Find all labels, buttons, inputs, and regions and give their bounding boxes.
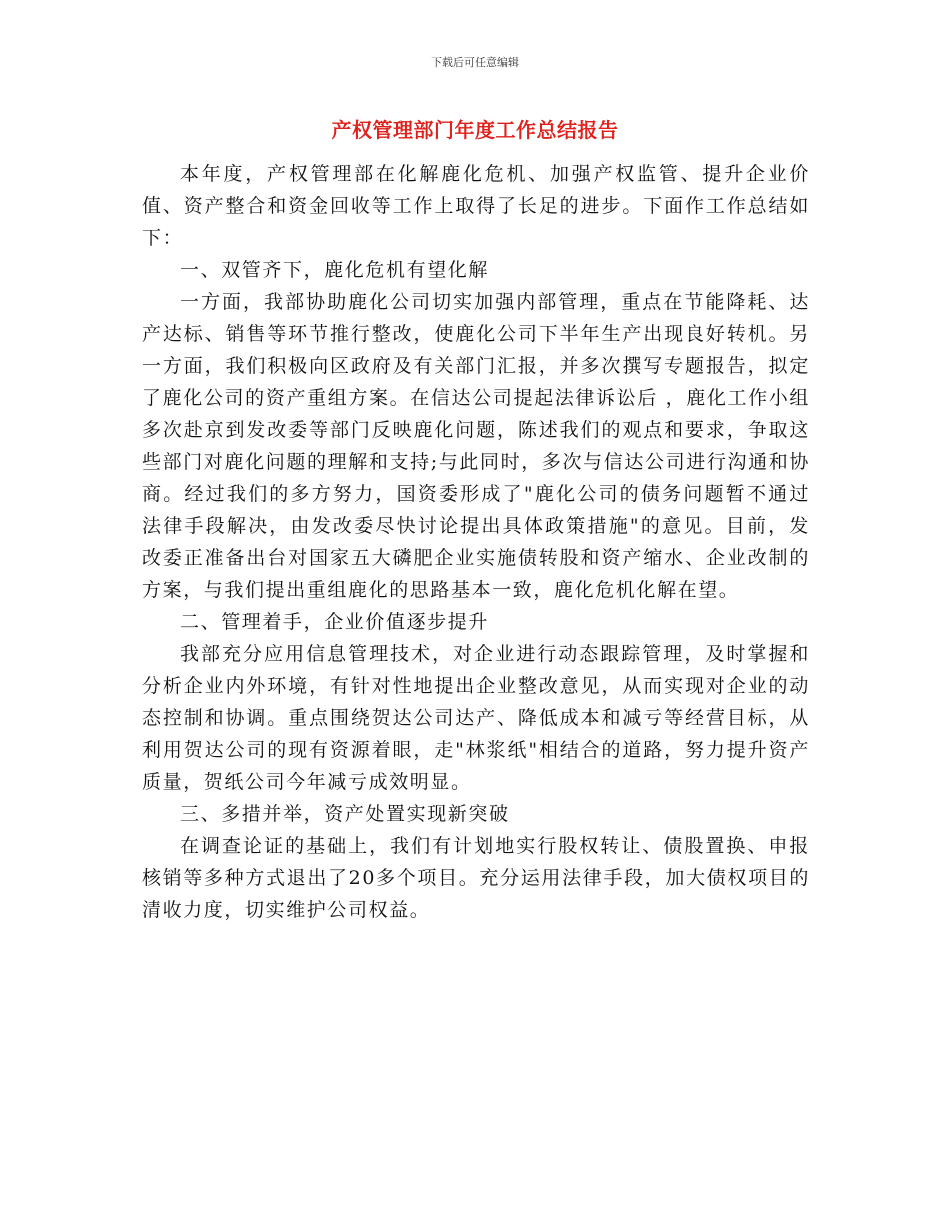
header-note: 下载后可任意编辑: [431, 56, 519, 69]
section-paragraph-1: 一方面，我部协助鹿化公司切实加强内部管理，重点在节能降耗、达产达标、销售等环节推行整改，使鹿化公司下半年生产出现良好转机。另一方面，我们积极向区政府及有关部门汇报，并多次撰写专题报告，拟定了鹿化公司的资产重组方案。在信达公司提起法律诉讼后 ，鹿化工作小组多次赴京到发改委等部门反映鹿化问题，陈述我们的观点和要求，争取这些部门对鹿化问题的理解和支持;与此同时，多次与信达公司进行沟通和协商。经过我们的多方努力，国资委形成了"鹿化公司的债务问题暂不通过法律手段解决，由发改委尽快讨论提出具体政策措施"的意见。目前，发改委正准备出台对国家五大磷肥企业实施债转股和资产缩水、企业改制的方案，与我们提出重组鹿化的思路基本一致，鹿化危机化解在望。: [142, 291, 810, 601]
document-title: 产权管理部门年度工作总结报告: [331, 118, 619, 142]
section-heading-1: 一、双管齐下，鹿化危机有望化解: [180, 259, 490, 281]
section-heading-3: 三、多措并举，资产处置实现新突破: [180, 803, 510, 825]
section-heading-2: 二、管理着手，企业价值逐步提升: [180, 611, 490, 633]
section-paragraph-3: 在调查论证的基础上，我们有计划地实行股权转让、债股置换、申报核销等多种方式退出了20多个项目。充分运用法律手段，加大债权项目的清收力度，切实维护公司权益。: [142, 835, 810, 921]
intro-paragraph: 本年度，产权管理部在化解鹿化危机、加强产权监管、提升企业价值、资产整合和资金回收等工作上取得了长足的进步。下面作工作总结如下：: [142, 163, 810, 249]
document-body: [142, 158, 810, 926]
section-paragraph-2: 我部充分应用信息管理技术，对企业进行动态跟踪管理，及时掌握和分析企业内外环境，有针对性地提出企业整改意见，从而实现对企业的动态控制和协调。重点围绕贺达公司达产、降低成本和减亏等经营目标，从利用贺达公司的现有资源着眼，走"林浆纸"相结合的道路，努力提升资产质量，贺纸公司今年减亏成效明显。: [142, 643, 810, 793]
